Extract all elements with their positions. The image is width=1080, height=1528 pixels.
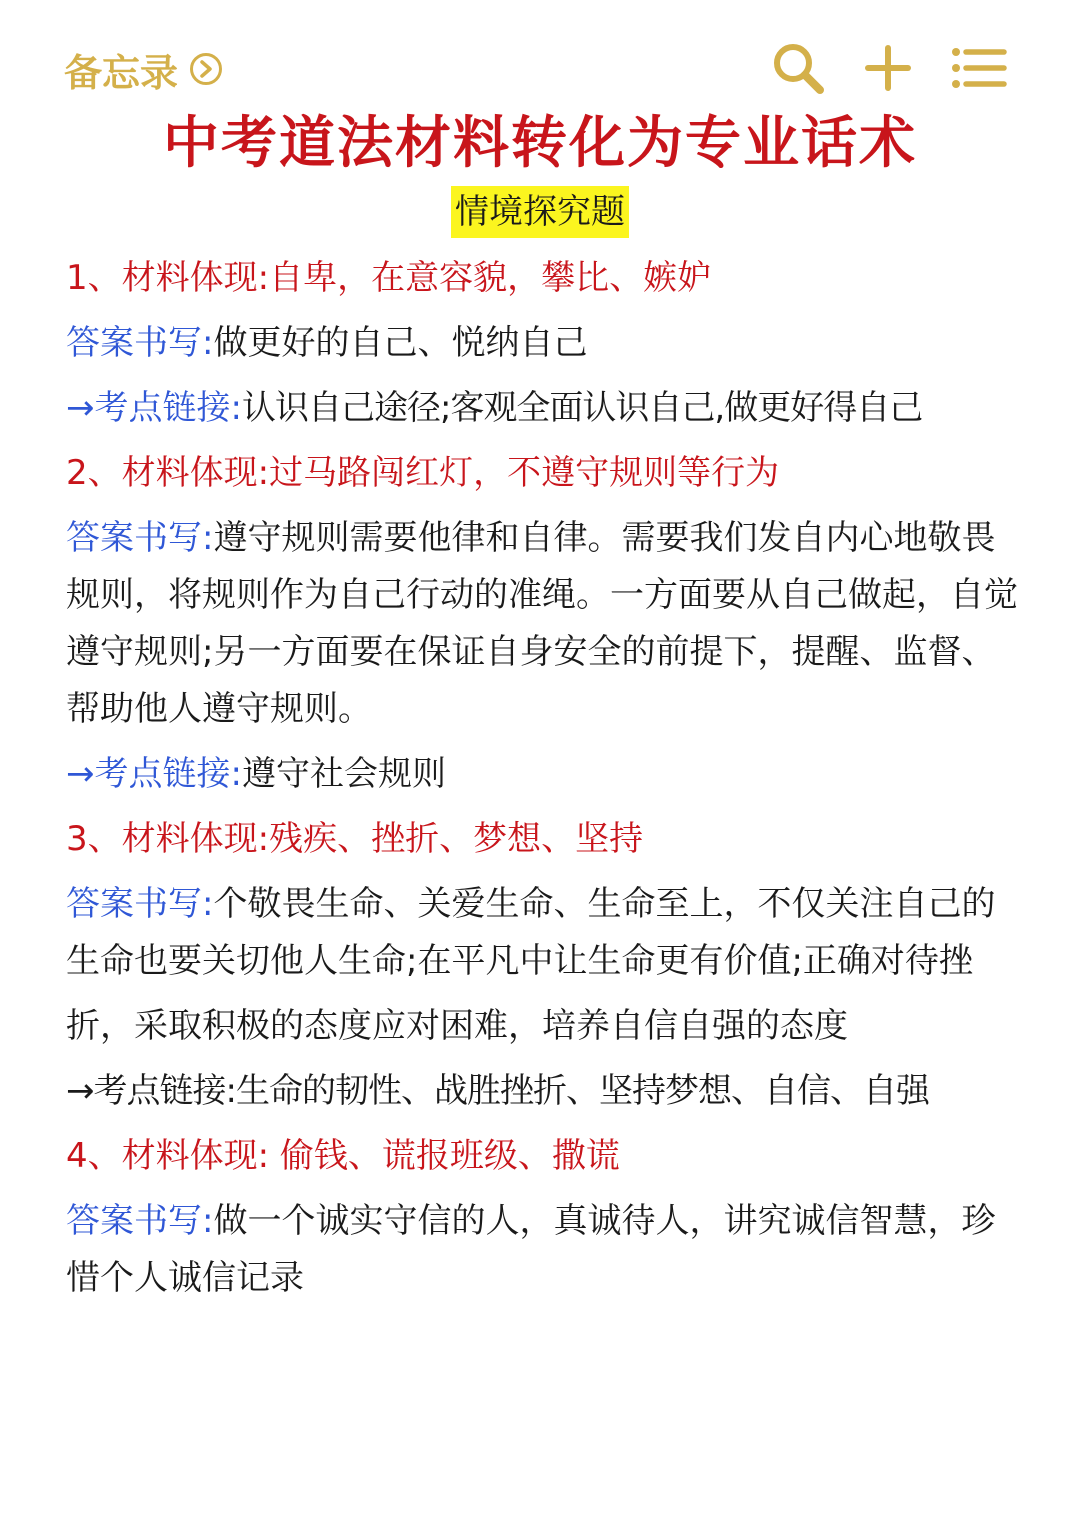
item-4-answer [66,1193,1018,1307]
item-2-link [66,746,1018,803]
answer-text: 做一个诚实守信的人，真诚待人，讲究诚信智慧，珍惜个人诚信记录 [66,1201,996,1298]
item-3-heading: 3、材料体现:残疾、挫折、梦想、坚持 [66,819,644,859]
item-1-heading: 1、材料体现:自卑，在意容貌，攀比、嫉妒 [66,258,712,298]
answer-text: 遵守规则需要他律和自律。需要我们发自内心地敬畏规则，将规则作为自己行动的准绳。一方面要从自己做起，自觉遵守规则;另一方面要在保证自身安全的前提下，提醒、监督、帮助他人遵守规则。 [66,518,1018,729]
link-label: →考点链接: [66,388,242,428]
item-1-link [66,380,1018,437]
answer-label: 答案书写: [66,884,214,924]
item-4-heading: 4、材料体现: 偷钱、谎报班级、撒谎 [66,1136,620,1176]
plus-icon[interactable] [858,38,918,98]
answer-label: 答案书写: [66,323,214,363]
link-text: 认识自己途径;客观全面认识自己,做更好得自己 [241,388,923,428]
back-label: 备忘录 [64,50,179,95]
item-3-answer-cont: 折，采取积极的态度应对困难，培养自信自强的态度 [66,1006,848,1046]
item-1-answer [66,315,1018,372]
subtitle-wrap [0,186,1080,238]
answer-text: 做更好的自己、悦纳自己 [213,323,588,363]
item-2-heading: 2、材料体现:过马路闯红灯，不遵守规则等行为 [66,453,780,493]
link-label: →考点链接: [66,754,242,794]
answer-label: 答案书写: [66,1201,214,1241]
item-2-answer [66,510,1018,738]
link-text: 遵守社会规则 [241,754,446,794]
item-3-link: →考点链接:生命的韧性、战胜挫折、坚持梦想、自信、自强 [66,1071,929,1111]
back-button[interactable] [64,44,222,94]
page-subtitle: 情境探究题 [451,186,629,238]
list-icon[interactable] [948,38,1008,98]
chevron-right-icon [190,53,222,85]
note-body[interactable] [66,250,1018,1315]
top-bar [0,0,1080,120]
search-icon[interactable] [768,38,828,98]
answer-label: 答案书写: [66,518,214,558]
answer-text: 个敬畏生命、关爱生命、生命至上，不仅关注自己的生命也要关切他人生命;在平凡中让生命更有价值;正确对待挫 [66,884,996,981]
page-title: 中考道法材料转化为专业话术 [163,111,917,176]
item-3-answer [66,876,1018,990]
